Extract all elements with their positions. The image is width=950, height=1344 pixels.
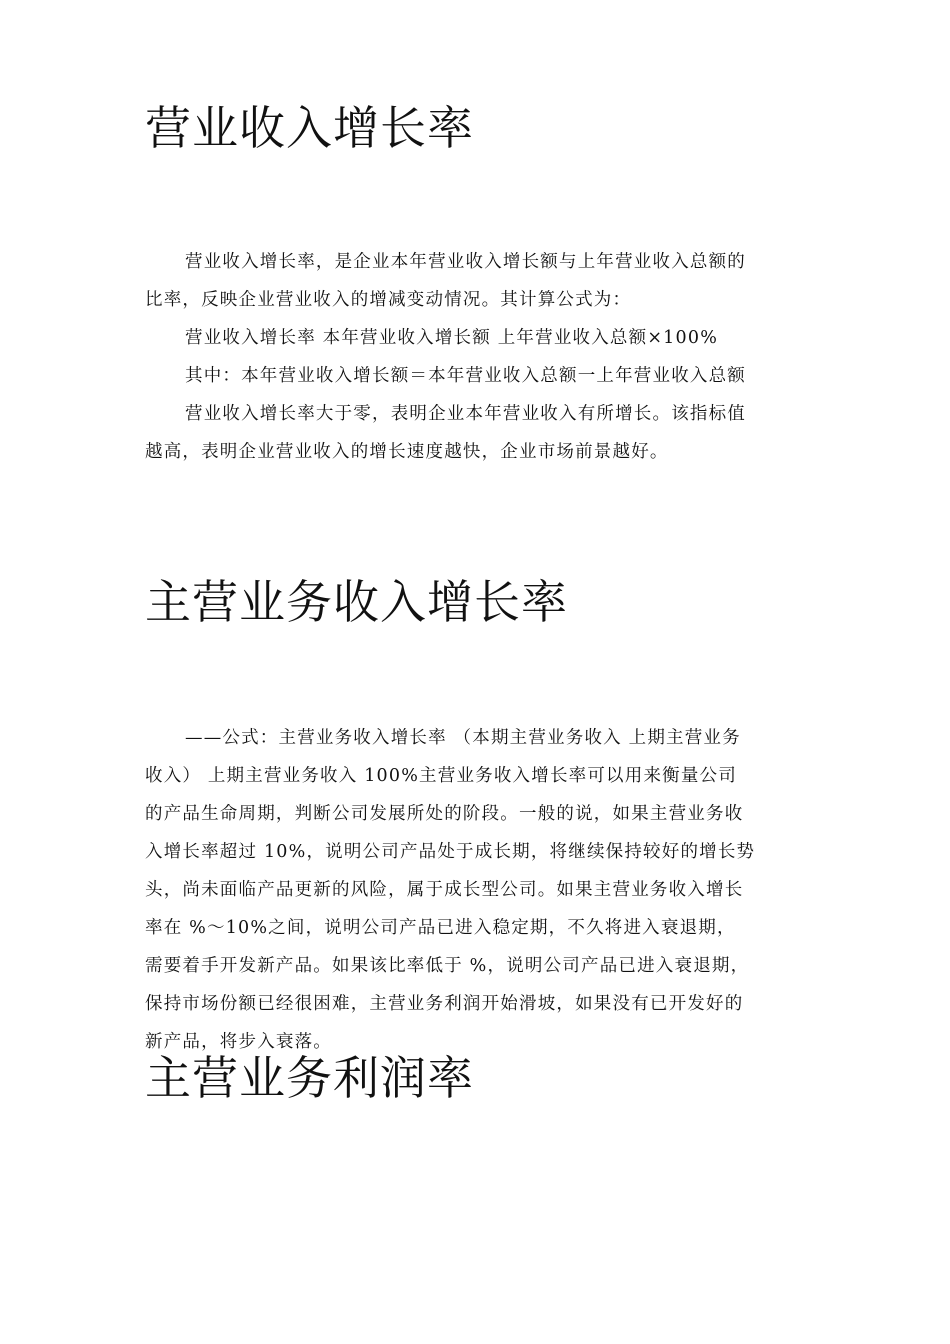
paragraph-line: 其中：本年营业收入增长额＝本年营业收入总额一上年营业收入总额 — [185, 366, 746, 386]
paragraph-line: 营业收入增长率大于零，表明企业本年营业收入有所增长。该指标值 — [185, 404, 746, 424]
paragraph-line: ——公式：主营业务收入增长率 （本期主营业务收入 上期主营业务 — [185, 728, 741, 748]
paragraph-line: 新产品，将步入衰落。 — [145, 1032, 332, 1052]
paragraph-line: 营业收入增长率，是企业本年营业收入增长额与上年营业收入总额的 — [185, 252, 746, 272]
paragraph-line: 收入） 上期主营业务收入 100%主营业务收入增长率可以用来衡量公司 — [145, 766, 737, 786]
paragraph-line: 入增长率超过 10%，说明公司产品处于成长期，将继续保持较好的增长势 — [145, 842, 756, 862]
paragraph-line: 头，尚未面临产品更新的风险，属于成长型公司。如果主营业务收入增长 — [145, 880, 744, 900]
formula-line: 营业收入增长率 本年营业收入增长额 上年营业收入总额×100% — [185, 328, 719, 348]
paragraph-line: 保持市场份额已经很困难，主营业务利润开始滑坡，如果没有已开发好的 — [145, 994, 744, 1014]
heading-main-business-profit-margin: 主营业务利润率 — [145, 1051, 474, 1105]
paragraph-line: 越高，表明企业营业收入的增长速度越快，企业市场前景越好。 — [145, 442, 669, 462]
heading-main-business-revenue-growth-rate: 主营业务收入增长率 — [145, 575, 568, 629]
paragraph-line: 的产品生命周期，判断公司发展所处的阶段。一般的说，如果主营业务收 — [145, 804, 744, 824]
heading-revenue-growth-rate: 营业收入增长率 — [145, 101, 474, 155]
paragraph-line: 需要着手开发新产品。如果该比率低于 %，说明公司产品已进入衰退期， — [145, 956, 750, 976]
paragraph-line: 率在 %～10%之间，说明公司产品已进入稳定期，不久将进入衰退期， — [145, 918, 736, 938]
paragraph-line: 比率，反映企业营业收入的增减变动情况。其计算公式为： — [145, 290, 632, 310]
